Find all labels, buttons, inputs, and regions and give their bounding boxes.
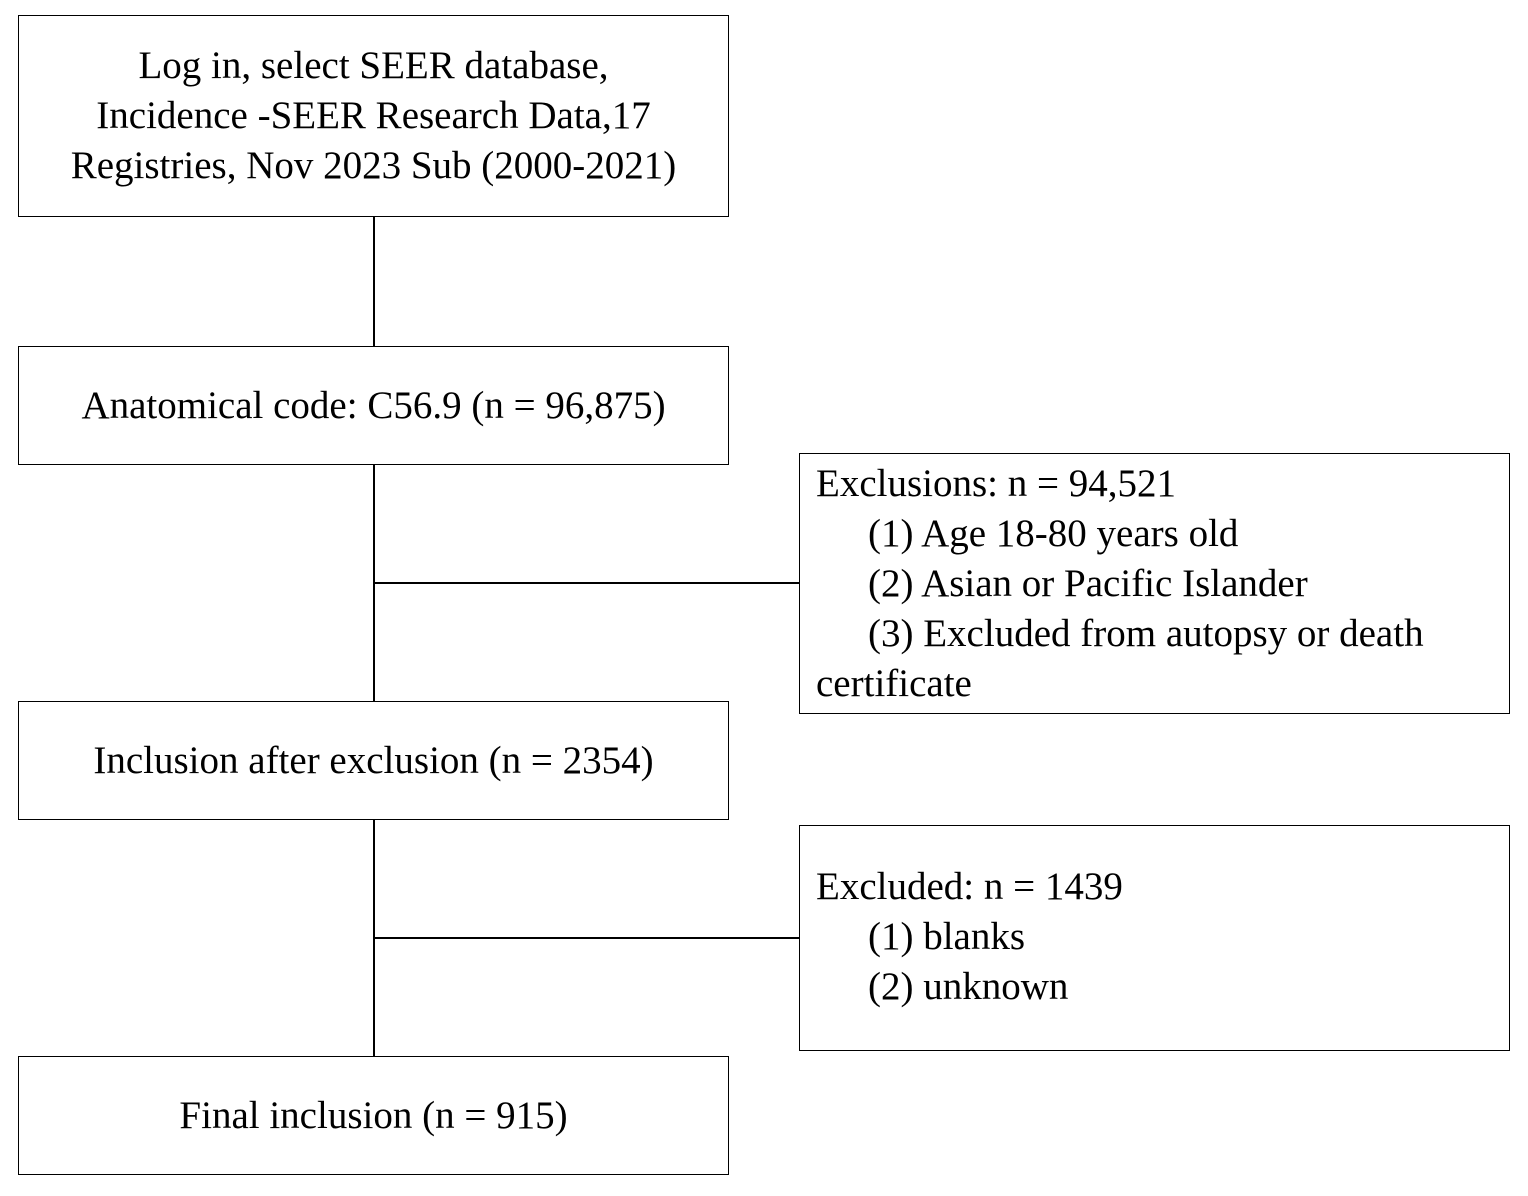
step4-text: Final inclusion (n = 915)	[179, 1093, 568, 1137]
step4-box	[18, 1056, 729, 1175]
step2-box	[18, 346, 729, 465]
step3-box	[18, 701, 729, 820]
step1-box	[18, 15, 729, 217]
exclusion2-heading: Excluded: n = 1439	[816, 865, 1123, 908]
step3-text: Inclusion after exclusion (n = 2354)	[93, 738, 654, 782]
exclusion1-item-1: (1) Age 18-80 years old	[868, 512, 1239, 555]
connector-to-exclusion1	[373, 582, 800, 584]
exclusion2-item-1: (1) blanks	[868, 915, 1026, 958]
exclusion1-item-2: (2) Asian or Pacific Islander	[868, 562, 1308, 605]
exclusion1-heading: Exclusions: n = 94,521	[816, 462, 1176, 505]
exclusion2-box	[799, 825, 1510, 1051]
exclusion1-box	[799, 453, 1510, 714]
connector-to-exclusion2	[373, 937, 800, 939]
step1-line-2: Incidence -SEER Research Data,17	[96, 94, 651, 137]
step2-text: Anatomical code: C56.9 (n = 96,875)	[81, 383, 666, 427]
exclusion1-continuation: certificate	[816, 662, 972, 705]
exclusion1-item-3: (3) Excluded from autopsy or death	[868, 612, 1424, 655]
exclusion2-item-2: (2) unknown	[868, 965, 1069, 1008]
connector-step1-step2	[373, 216, 375, 348]
step1-line-3: Registries, Nov 2023 Sub (2000-2021)	[70, 144, 677, 187]
step1-line-1: Log in, select SEER database,	[138, 44, 609, 87]
